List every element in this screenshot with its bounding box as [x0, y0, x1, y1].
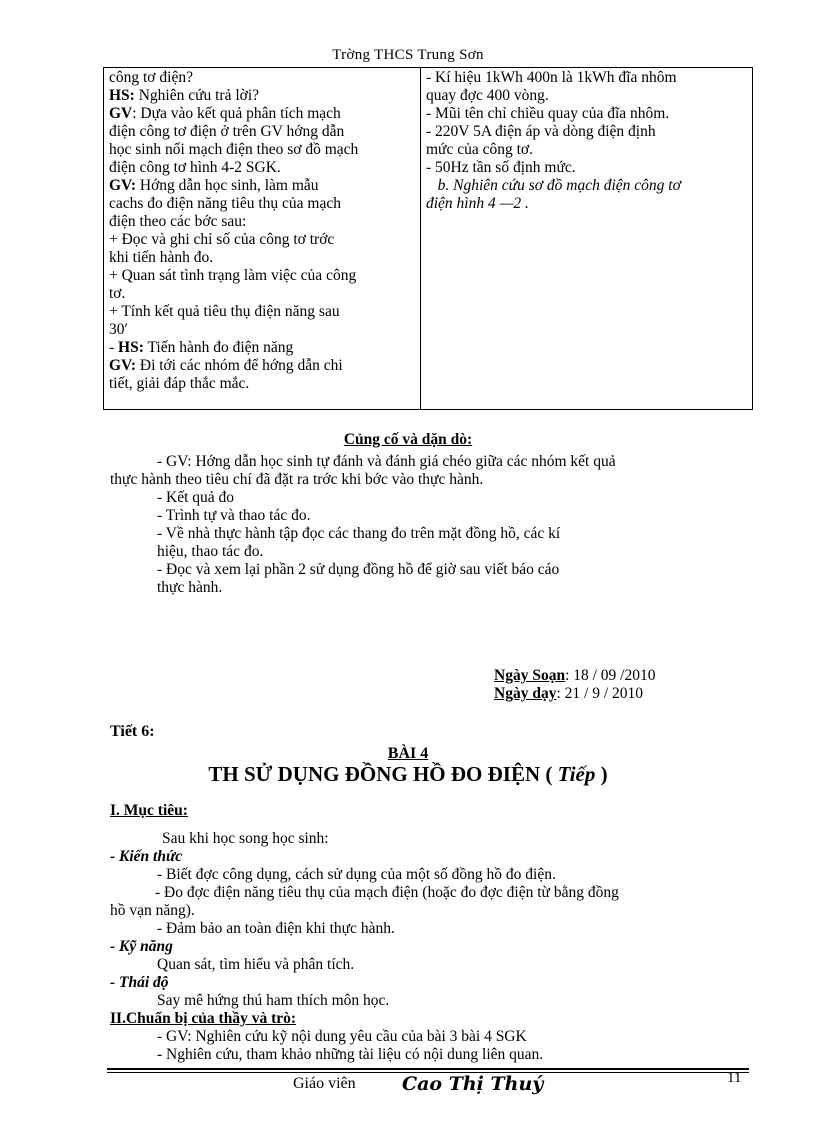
consolidation-text [110, 453, 750, 597]
table-line [426, 105, 748, 123]
table-line [109, 231, 415, 249]
lesson-table [103, 67, 753, 410]
consolidation-line: - Đọc và xem lại phần 2 sử dụng đồng hồ để giờ sau viết báo cáo [157, 561, 560, 578]
table-line-speaker: GV: [109, 357, 136, 374]
knowledge-line: - Biết đợc công dụng, cách sử dụng của một số đồng hồ đo điện. [157, 866, 556, 883]
table-line [109, 87, 415, 105]
consolidation-line: - Về nhà thực hành tập đọc các thang đo trên mặt đồng hồ, các kí [157, 525, 561, 542]
table-line-text: 30′ [109, 321, 128, 338]
consolidation-line: hiệu, thao tác đo. [157, 543, 264, 560]
table-line-text: quay đợc 400 vòng. [426, 87, 549, 104]
table-line-speaker: HS: [118, 339, 144, 356]
table-line-text: Tiến hành đo điện năng [143, 339, 294, 356]
consolidation-title: Củng cố và dặn dò: [343, 431, 473, 448]
table-line [426, 177, 748, 195]
table-line [426, 87, 748, 105]
table-line-text: mức của công tơ. [426, 141, 533, 158]
table-line [109, 303, 415, 321]
table-line [109, 213, 415, 231]
preparation-line: - GV: Nghiên cứu kỹ nội dung yêu cầu của bài 3 bài 4 SGK [157, 1028, 527, 1045]
objectives-intro: Sau khi học song học sinh: [162, 830, 329, 847]
lesson-number: BÀI 4 [387, 745, 429, 762]
table-line [109, 249, 415, 267]
table-line [109, 123, 415, 141]
objectives-body [110, 830, 755, 1064]
table-line [109, 339, 415, 357]
table-line-text: tiết, giải đáp thắc mắc. [109, 375, 250, 392]
table-line [109, 285, 415, 303]
prep-date-value: : 18 / 09 /2010 [565, 667, 656, 684]
attitude-text: Say mê hứng thú ham thích môn học. [157, 992, 390, 1009]
table-line-text: cachs đo điện năng tiêu thụ của mạch [109, 195, 341, 212]
table-line-text: + Đọc và ghi chỉ số của công tơ trớc [109, 231, 335, 248]
table-line-text: Hớng dẫn học sinh, làm mẫu [136, 177, 319, 194]
teacher-name: Cao Thị Thuý [402, 1073, 544, 1095]
table-line [109, 177, 415, 195]
consolidation-line: thực hành. [157, 579, 223, 596]
consolidation-line: - Trình tự và thao tác đo. [157, 507, 311, 524]
table-line-text: - Kí hiệu 1kWh 400n là 1kWh đĩa nhôm [426, 69, 677, 86]
dates-block [494, 667, 754, 703]
table-line [426, 69, 748, 87]
page-header-school: Trờng THCS Trung Sơn [332, 47, 484, 63]
knowledge-line: hồ vạn năng). [110, 902, 195, 919]
period-label: Tiết 6: [110, 723, 155, 740]
lesson-title-tiep: Tiếp [557, 762, 596, 786]
teach-date-label: Ngày dạy [494, 685, 557, 702]
table-line-text: điện công tơ hình 4-2 SGK. [109, 159, 281, 176]
table-line-speaker: HS: [109, 87, 135, 104]
preparation-line: - Nghiên cứu, tham khảo những tài liệu có nội dung liên quan. [157, 1046, 544, 1063]
table-line-text: điện công tơ điện ở trên GV hớng dẫn [109, 123, 345, 140]
table-line-prefix: - [109, 339, 119, 356]
consolidation-line: - GV: Hớng dẫn học sinh tự đánh và đánh giá chéo giữa các nhóm kết quả [157, 453, 616, 470]
table-left-column [109, 69, 415, 393]
page-number: 11 [727, 1070, 742, 1086]
knowledge-line: - Đảm bảo an toàn điện khi thực hành. [157, 920, 395, 937]
lesson-title-end: ) [595, 762, 608, 786]
table-line [109, 267, 415, 285]
teach-date-value: : 21 / 9 / 2010 [556, 685, 643, 702]
table-line-speaker: GV [109, 105, 133, 122]
table-divider [420, 68, 421, 409]
table-line-text: + Tính kết quả tiêu thụ điện năng sau [109, 303, 340, 320]
consolidation-line: thực hành theo tiêu chí đã đặt ra trớc khi bớc vào thực hành. [110, 471, 484, 488]
table-line-text: - 50Hz tần số định mức. [426, 159, 576, 176]
footer-rule [107, 1068, 749, 1070]
table-line-text: + Quan sát tình trạng làm việc của công [109, 267, 357, 284]
table-line-text: - 220V 5A điện áp và dòng điện định [426, 123, 656, 140]
table-line-text: tơ. [109, 285, 126, 302]
table-line-text: khi tiến hành đo. [109, 249, 214, 266]
table-line-text: : Dựa vào kết quả phân tích mạch [132, 105, 341, 122]
prep-date-label: Ngày Soạn [494, 667, 566, 684]
table-line-text: học sinh nối mạch điện theo sơ đồ mạch [109, 141, 359, 158]
table-line [109, 375, 415, 393]
table-line-italic: điện hình 4 —2 . [426, 195, 529, 212]
table-line [109, 195, 415, 213]
table-line-text: công tơ điện? [109, 69, 193, 86]
table-line [426, 195, 748, 213]
table-line [109, 357, 415, 375]
table-line-text: Nghiên cứu trả lời? [134, 87, 260, 104]
table-line-text: - Mũi tên chỉ chiều quay của đĩa nhôm. [426, 105, 670, 122]
lesson-title [0, 762, 816, 787]
skills-text: Quan sát, tìm hiểu và phân tích. [157, 956, 355, 973]
table-line-text: Đi tới các nhóm để hớng dẫn chi [136, 357, 343, 374]
attitude-label: - Thái độ [110, 974, 169, 991]
table-line [109, 105, 415, 123]
table-line [426, 123, 748, 141]
table-right-column [426, 69, 748, 213]
skills-label: - Kỹ năng [110, 938, 173, 955]
preparation-heading: II.Chuẩn bị của thầy và trò: [110, 1010, 297, 1027]
objectives-heading: I. Mục tiêu: [110, 802, 188, 819]
table-line [109, 321, 415, 339]
table-line [109, 141, 415, 159]
table-line-italic: b. Nghiên cứu sơ đồ mạch điện công tơ [426, 177, 681, 194]
table-line [426, 159, 748, 177]
knowledge-line: - Đo đợc điện năng tiêu thụ của mạch điện (hoặc đo đợc điện từ bằng đồng [155, 884, 619, 901]
table-line [426, 141, 748, 159]
table-line [109, 159, 415, 177]
table-line-text: điện theo các bớc sau: [109, 213, 247, 230]
consolidation-line: - Kết quả đo [157, 489, 235, 506]
teacher-label: Giáo viên [293, 1075, 356, 1092]
lesson-title-main: TH SỬ DỤNG ĐỒNG HỒ ĐO ĐIỆN ( [208, 762, 558, 786]
table-line-speaker: GV: [109, 177, 136, 194]
table-line [109, 69, 415, 87]
knowledge-label: - Kiến thức [110, 848, 183, 865]
